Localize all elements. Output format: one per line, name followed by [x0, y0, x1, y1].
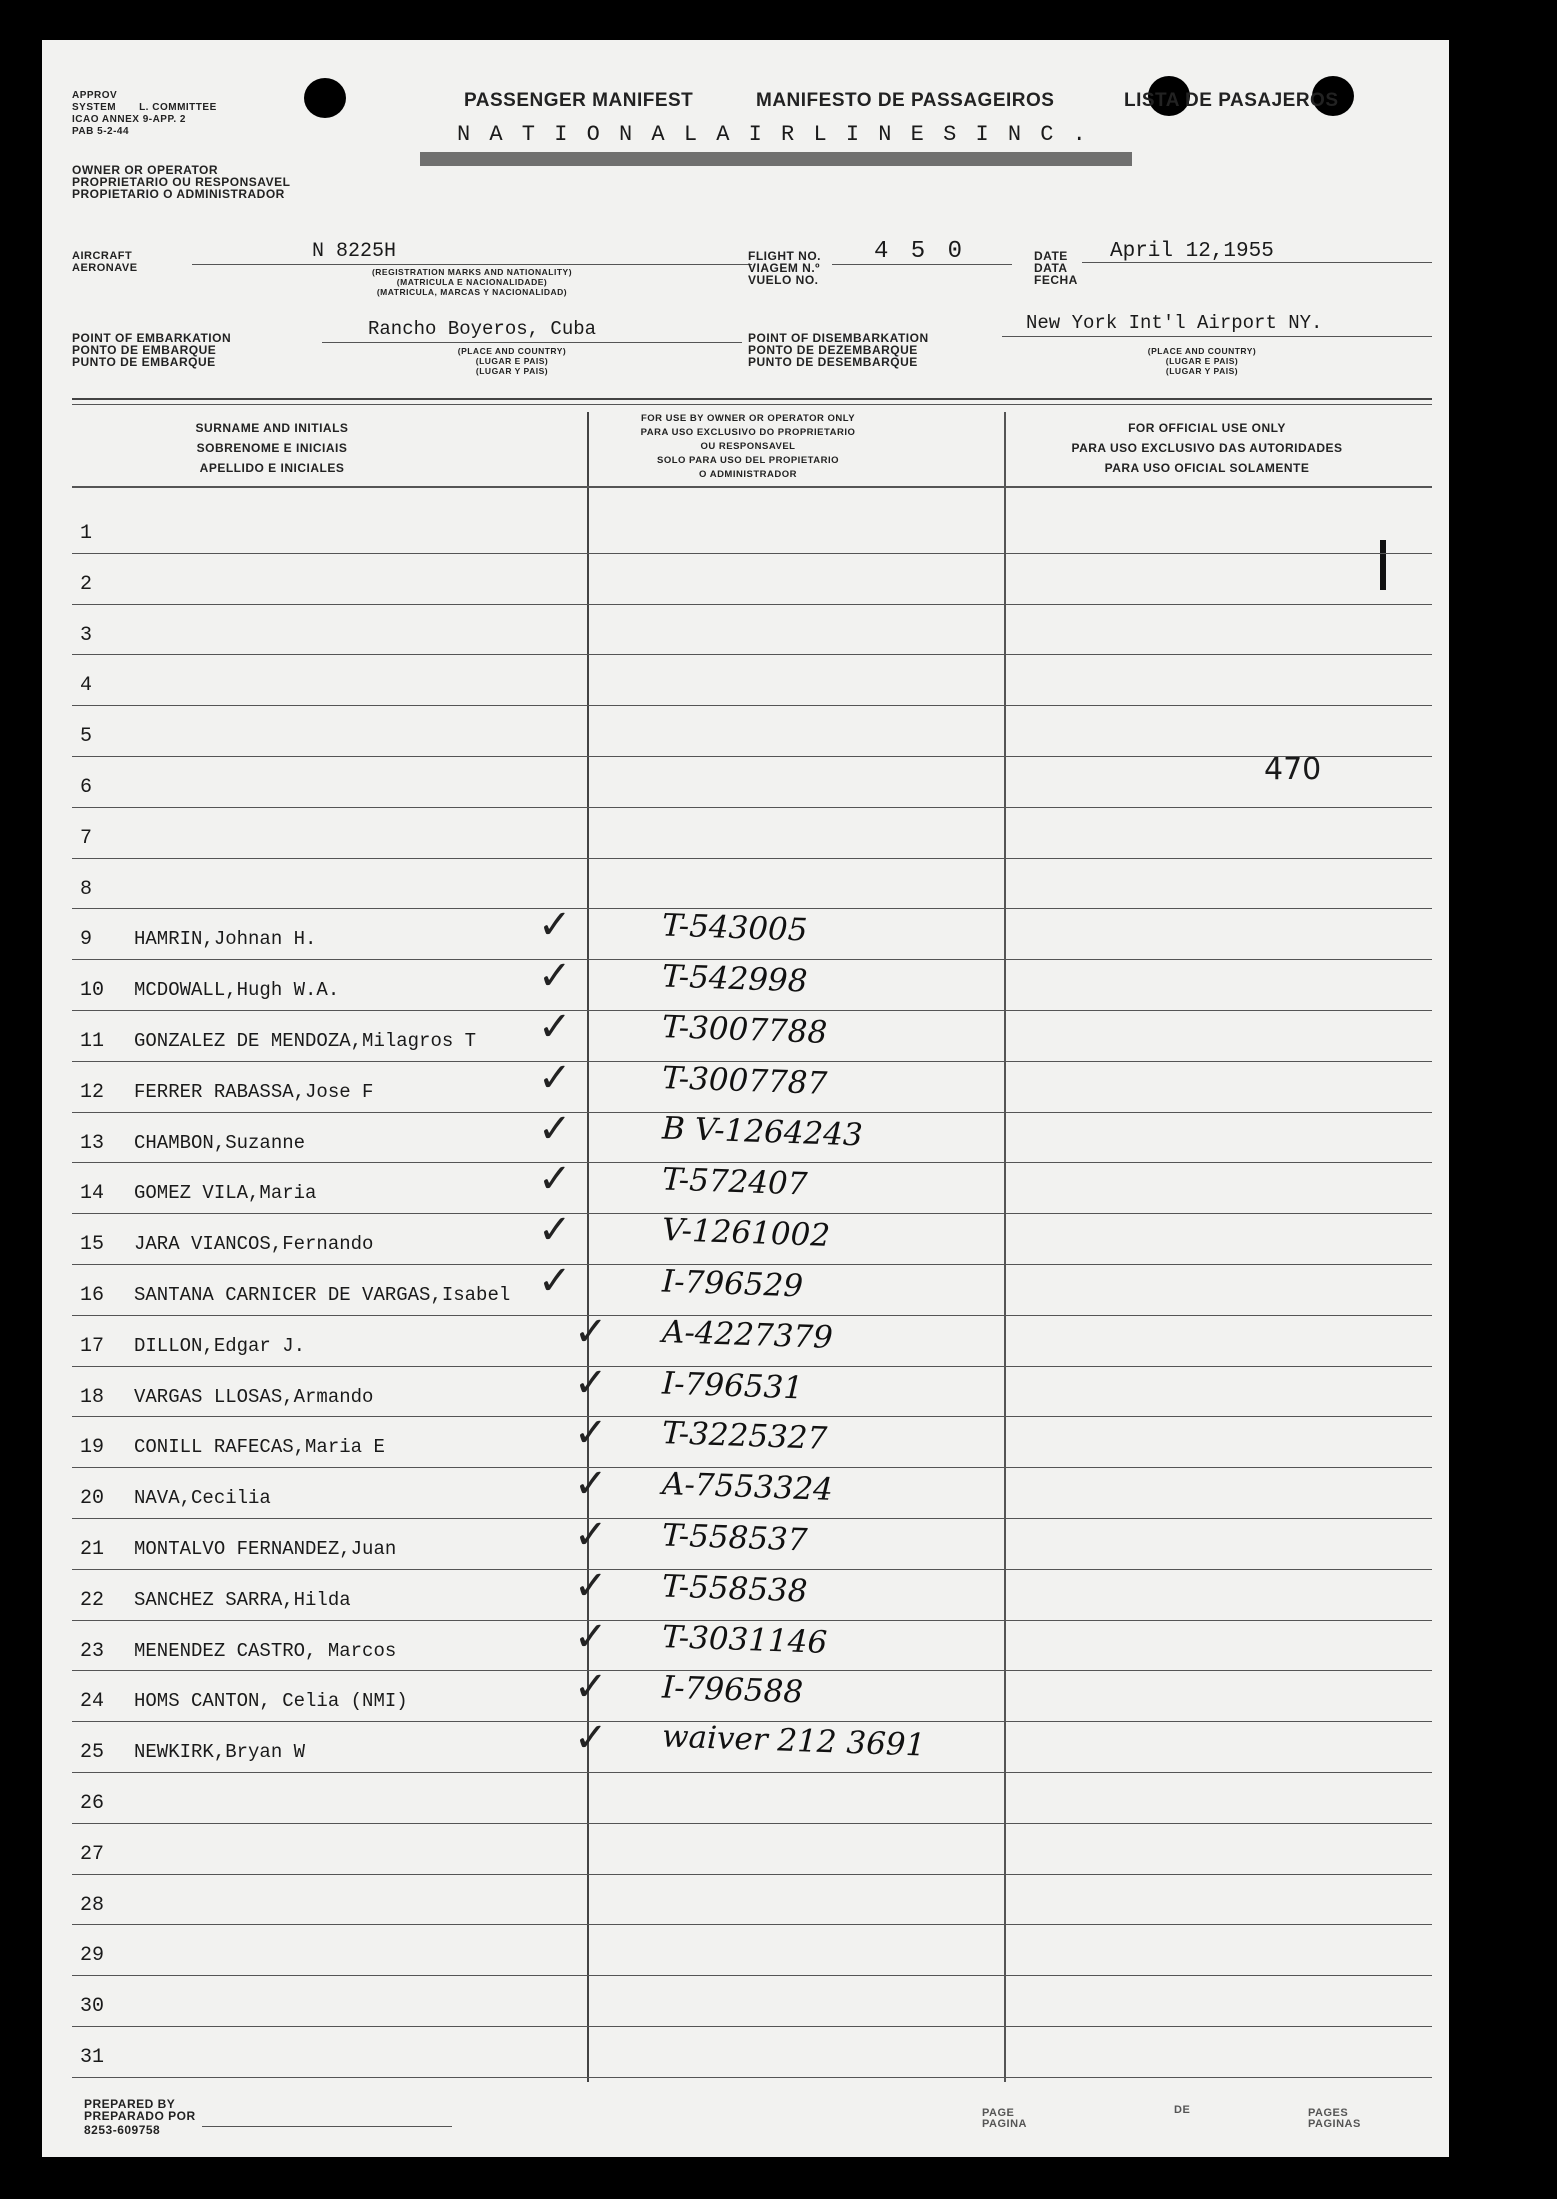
table-row [42, 1207, 1449, 1272]
owner-operator-label: OWNER OR OPERATOR PROPRIETARIO OU RESPONSAVEL PROPIETARIO O ADMINISTRADOR [72, 163, 291, 201]
column-header-owner-use: FOR USE BY OWNER OR OPERATOR ONLY PARA USO EXCLUSIVO DO PROPRIETARIO OU RESPONSAVEL SOLO PARA USO DEL PROPIETARIO O ADMINISTRADOR [640, 413, 856, 480]
embarkation-line [322, 342, 742, 343]
row-number: 9 [80, 928, 93, 952]
check-mark-icon: ✓ [574, 1359, 608, 1406]
row-number: 18 [80, 1385, 105, 1409]
passenger-name: MONTALVO FERNANDEZ,Juan [134, 1538, 397, 1560]
column-header-official-use: FOR OFFICIAL USE ONLY PARA USO EXCLUSIVO DAS AUTORIDADES PARA USO OFICIAL SOLAMENTE [1071, 421, 1343, 475]
row-number: 20 [80, 1487, 105, 1511]
table-row [42, 1308, 1449, 1374]
strikethrough-bar [420, 152, 1132, 166]
table-row [42, 1512, 1449, 1577]
check-mark-icon: ✓ [574, 1664, 608, 1711]
table-row [42, 1258, 1449, 1323]
row-number: 31 [80, 2046, 105, 2069]
row-rule [72, 1467, 1432, 1468]
row-number: 30 [80, 1995, 105, 2019]
row-rule [72, 1315, 1432, 1316]
row-number: 28 [80, 1893, 105, 1917]
check-mark-icon: ✓ [574, 1410, 608, 1457]
row-rule [72, 756, 1432, 757]
table-row [42, 662, 1449, 713]
check-mark-icon: ✓ [538, 1258, 572, 1304]
table-row [42, 1461, 1449, 1526]
aircraft-line [192, 264, 752, 265]
row-number: 19 [80, 1436, 105, 1460]
embarkation-sublabel: (PLACE AND COUNTRY) (LUGAR E PAIS) (LUGAR Y PAIS) [457, 346, 567, 376]
aircraft-label: AIRCRAFT AERONAVE [72, 250, 138, 274]
title-portuguese: MANIFESTO DE PASSAGEIROS [756, 90, 1055, 111]
check-mark-icon: ✓ [538, 1156, 572, 1203]
row-number: 29 [80, 1944, 105, 1968]
row-rule [72, 1162, 1432, 1163]
flight-line [832, 264, 1012, 265]
row-number: 21 [80, 1538, 105, 1561]
date-value: April 12,1955 [1110, 240, 1274, 263]
page-label: PAGE PAGINA [982, 2107, 1027, 2130]
disembarkation-sublabel: (PLACE AND COUNTRY) (LUGAR E PAIS) (LUGAR Y PAIS) [1147, 346, 1257, 376]
title-english: PASSENGER MANIFEST [464, 90, 694, 111]
row-number: 5 [80, 725, 93, 749]
title-spanish: LISTA DE PASAJEROS [1124, 90, 1339, 111]
operator-name: N A T I O N A L A I R L I N E S I N C . [457, 122, 1089, 147]
check-mark-icon: ✓ [574, 1613, 608, 1660]
passenger-name: GOMEZ VILA,Maria [134, 1182, 317, 1205]
ticket-number: A-7553324 [661, 1466, 834, 1509]
row-number: 8 [80, 877, 93, 901]
table-row [42, 1932, 1449, 1983]
table-row [42, 1780, 1449, 1831]
table-row [42, 561, 1449, 612]
row-rule [72, 1569, 1432, 1570]
table-row [42, 1613, 1449, 1679]
row-number: 27 [80, 1842, 105, 1866]
row-rule [72, 1213, 1432, 1214]
passenger-name: CONILL RAFECAS,Maria E [134, 1436, 385, 1459]
row-number: 3 [80, 623, 93, 647]
check-mark-icon: ✓ [574, 1461, 608, 1508]
passenger-name: MCDOWALL,Hugh W.A. [134, 979, 340, 1002]
passenger-name: HOMS CANTON, Celia (NMI) [134, 1690, 408, 1713]
passenger-name: FERRER RABASSA,Jose F [134, 1080, 374, 1103]
table-row [42, 1831, 1449, 1882]
row-rule [72, 1670, 1432, 1671]
table-top-rule [72, 404, 1432, 405]
row-number: 23 [80, 1639, 105, 1663]
row-rule [72, 807, 1432, 808]
row-rule [72, 1061, 1432, 1062]
check-mark-icon: ✓ [574, 1512, 608, 1558]
passenger-name: NEWKIRK,Bryan W [134, 1741, 306, 1764]
row-rule [72, 604, 1432, 605]
ticket-number: T-558537 [661, 1517, 809, 1559]
row-rule [72, 1924, 1432, 1925]
ticket-number: A-4227379 [661, 1313, 834, 1356]
flight-value: 4 5 0 [874, 238, 967, 265]
ticket-number: I-796529 [661, 1263, 804, 1305]
row-number: 17 [80, 1334, 105, 1358]
row-rule [72, 553, 1432, 554]
passenger-name: HAMRIN,Johnan H. [134, 928, 317, 951]
row-rule [72, 1874, 1432, 1875]
row-rule [72, 1975, 1432, 1976]
row-rule [72, 1416, 1432, 1417]
table-row [42, 1410, 1449, 1475]
table-row [42, 1882, 1449, 1933]
row-number: 12 [80, 1080, 105, 1104]
punch-hole [304, 78, 346, 118]
check-mark-icon: ✓ [538, 1207, 572, 1254]
ticket-number: T-543005 [661, 907, 809, 949]
column-header-surname: SURNAME AND INITIALS SOBRENOME E INICIAIS APELLIDO E INICIALES [195, 421, 349, 475]
row-rule [72, 908, 1432, 909]
date-label: DATE DATA FECHA [1034, 249, 1078, 287]
row-number: 11 [80, 1030, 105, 1053]
prepared-by-line [202, 2126, 452, 2127]
row-number: 10 [80, 979, 105, 1003]
table-row [42, 510, 1449, 561]
check-mark-icon: ✓ [538, 1054, 572, 1101]
embarkation-label: POINT OF EMBARKATION PONTO DE EMBARQUE PUNTO DE EMBARQUE [72, 331, 232, 369]
aircraft-sublabel: (REGISTRATION MARKS AND NATIONALITY) (MATRICULA E NACIONALIDADE) (MATRICULA, MARCAS Y NACIONALIDAD) [371, 267, 573, 297]
row-number: 25 [80, 1741, 105, 1765]
row-number: 14 [80, 1182, 105, 1206]
row-number: 24 [80, 1690, 105, 1714]
check-mark-icon: ✓ [574, 1715, 608, 1762]
row-number: 2 [80, 572, 93, 596]
check-mark-icon: ✓ [538, 1105, 572, 1152]
disembarkation-line [1002, 336, 1432, 337]
row-number: 1 [80, 522, 93, 545]
flight-label: FLIGHT NO. VIAGEM N.º VUELO NO. [748, 249, 821, 287]
table-top-rule [72, 398, 1432, 400]
passenger-name: NAVA,Cecilia [134, 1487, 271, 1510]
row-rule [72, 1518, 1432, 1519]
table-row [42, 713, 1449, 764]
row-rule [72, 2026, 1432, 2027]
date-line [1082, 262, 1432, 263]
row-rule [72, 959, 1432, 960]
check-mark-icon: ✓ [574, 1308, 608, 1355]
row-rule [72, 1112, 1432, 1113]
embarkation-value: Rancho Boyeros, Cuba [368, 318, 597, 340]
row-rule [72, 1772, 1432, 1773]
table-row [42, 1105, 1449, 1171]
ticket-number: T-542998 [661, 958, 809, 1000]
table-row [42, 1156, 1449, 1221]
approval-block: APPROV SYSTEM L. COMMITTEE ICAO ANNEX 9-APP. 2 PAB 5-2-44 [72, 90, 217, 137]
passenger-name: JARA VIANCOS,Fernando [134, 1233, 374, 1256]
ticket-number: I-796531 [661, 1365, 804, 1407]
disembarkation-label: POINT OF DISEMBARKATION PONTO DE DEZEMBARQUE PUNTO DE DESEMBARQUE [748, 331, 929, 369]
table-row [42, 1004, 1449, 1069]
ticket-number: T-3031146 [661, 1618, 828, 1661]
table-row [42, 2034, 1449, 2085]
disembarkation-value: New York Int'l Airport NY. [1026, 312, 1323, 334]
table-row [42, 612, 1449, 663]
check-mark-icon: ✓ [538, 902, 572, 949]
row-number: 13 [80, 1131, 105, 1155]
row-rule [72, 1366, 1432, 1367]
ticket-number: B V-1264243 [661, 1110, 864, 1154]
row-number: 26 [80, 1792, 105, 1815]
table-row [42, 1054, 1449, 1120]
passenger-name: SANTANA CARNICER DE VARGAS,Isabel [134, 1284, 511, 1306]
row-number: 4 [80, 674, 93, 698]
check-mark-icon: ✓ [574, 1562, 608, 1609]
table-row [42, 1983, 1449, 2034]
aircraft-value: N 8225H [312, 240, 397, 263]
passenger-name: MENENDEZ CASTRO, Marcos [134, 1639, 397, 1662]
row-rule [72, 1620, 1432, 1621]
manifest-sheet [42, 40, 1449, 2157]
passenger-name: CHAMBON,Suzanne [134, 1131, 306, 1154]
row-number: 15 [80, 1233, 105, 1257]
passenger-name: DILLON,Edgar J. [134, 1334, 306, 1357]
row-rule [72, 1010, 1432, 1011]
table-row [42, 764, 1449, 815]
row-rule [72, 1823, 1432, 1824]
table-row [42, 902, 1449, 967]
row-rule [72, 1264, 1432, 1265]
table-row [42, 815, 1449, 866]
official-note: 470 [1264, 752, 1322, 787]
passenger-name: VARGAS LLOSAS,Armando [134, 1385, 374, 1408]
table-row [42, 1715, 1449, 1780]
table-row [42, 1562, 1449, 1628]
ticket-number: T-572407 [661, 1161, 809, 1203]
row-number: 7 [80, 826, 93, 850]
passenger-name: GONZALEZ DE MENDOZA,Milagros T [134, 1030, 477, 1052]
passenger-name: SANCHEZ SARRA,Hilda [134, 1588, 351, 1611]
row-rule [72, 705, 1432, 706]
ticket-number: T-3225327 [661, 1415, 828, 1458]
row-rule [72, 654, 1432, 655]
check-mark-icon: ✓ [538, 1004, 572, 1050]
pages-label: PAGES PAGINAS [1308, 2107, 1361, 2130]
check-mark-icon: ✓ [538, 953, 572, 1000]
row-number: 6 [80, 776, 93, 799]
ticket-number: T-3007788 [661, 1009, 828, 1051]
row-number: 16 [80, 1284, 105, 1307]
prepared-by-label: PREPARED BY PREPARADO POR 8253-609758 [84, 2097, 196, 2137]
ticket-number: I-796588 [661, 1669, 804, 1711]
ticket-number: T-3007787 [661, 1059, 828, 1102]
of-label: DE [1174, 2104, 1191, 2116]
row-rule [72, 2077, 1432, 2078]
ticket-number: V-1261002 [661, 1212, 831, 1255]
table-row [42, 1359, 1449, 1425]
table-row [42, 866, 1449, 917]
header-bottom-rule [72, 486, 1432, 488]
row-number: 22 [80, 1588, 105, 1612]
row-rule [72, 858, 1432, 859]
ticket-number: T-558538 [661, 1568, 809, 1610]
table-row [42, 953, 1449, 1018]
ticket-number: waiver 212 3691 [661, 1718, 926, 1764]
